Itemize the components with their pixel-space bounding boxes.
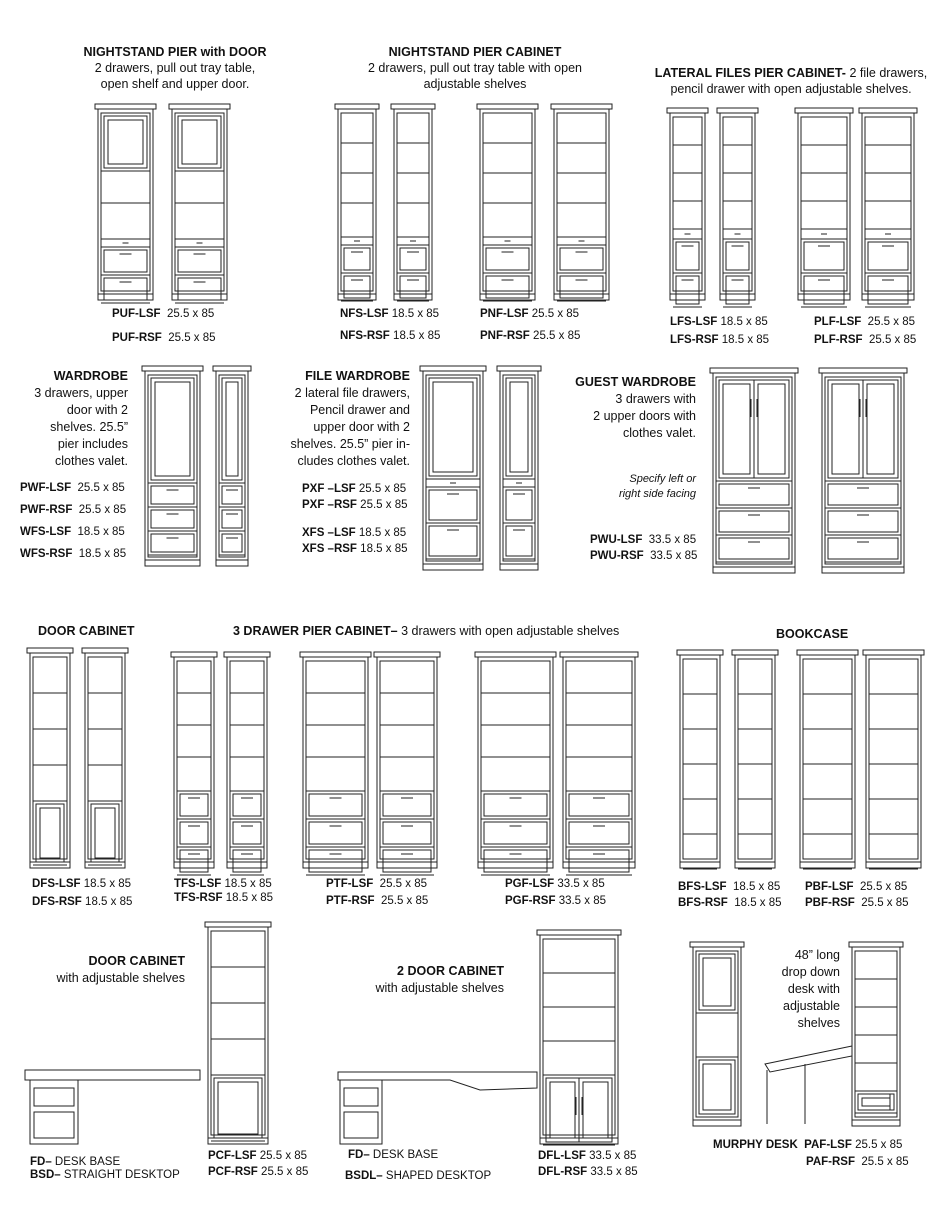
pwu-rsf-door-right-panel — [867, 384, 894, 474]
puf-lsf-drawer — [104, 250, 147, 272]
pbf-label-1: PBF-LSF 25.5 x 85 — [805, 881, 908, 893]
ptf-lsf-inner — [306, 661, 365, 859]
nfs-lsf-body — [338, 109, 376, 300]
fd-label-2: FD– DESK BASE — [348, 1149, 439, 1161]
nfs-desc-2: adjustable shelves — [423, 77, 527, 91]
pgf-lsf-drawer — [484, 794, 547, 816]
wardrobe-label-2: PWF-RSF 25.5 x 85 — [20, 504, 127, 516]
three-drawer-title: 3 DRAWER PIER CABINET– 3 drawers with open adjustable shelves — [233, 624, 620, 638]
ptf-lsf-drawer — [309, 822, 362, 844]
lfs-lsf-inner — [673, 117, 702, 291]
dfl-door-left — [546, 1078, 579, 1142]
tfs-label-1: TFS-LSF 18.5 x 85 — [174, 878, 272, 890]
murphy-label-1: MURPHY DESK PAF-LSF 25.5 x 85 — [713, 1139, 903, 1151]
pwu-lsf-door-left-panel — [723, 384, 750, 474]
pgf-lsf-drawer — [484, 822, 547, 844]
two-door-desc: with adjustable shelves — [375, 981, 504, 995]
pnf-lsf-top — [477, 104, 538, 109]
pwu-lsf-drawer — [719, 511, 789, 532]
pgf-lsf-body — [478, 657, 553, 868]
murphy-closed-door-panel — [703, 958, 731, 1006]
tfs-rsf-inner — [230, 661, 264, 859]
pwf-drawer — [151, 510, 194, 528]
dfl-door-left-panel — [550, 1082, 575, 1138]
dfs-rsf-door-panel — [95, 808, 115, 858]
guest-wardrobe-desc-1: 3 drawers with — [615, 392, 696, 406]
murphy-desc-1: 48” long — [794, 948, 840, 962]
dfs-label-1: DFS-LSF 18.5 x 85 — [32, 878, 132, 890]
pwu-lsf-top — [710, 368, 798, 373]
ptf-rsf-drawer — [383, 794, 431, 816]
puf-rsf-drawer — [178, 250, 221, 272]
bfs-rsf-body — [735, 655, 775, 868]
nfs-rsf-body — [394, 109, 432, 300]
pnf-lsf-drawer — [486, 248, 529, 270]
murphy-closed-body — [693, 947, 741, 1126]
pwf-door-panel — [155, 382, 190, 476]
lfs-rsf-top — [717, 108, 758, 113]
pgf-rsf-body — [563, 657, 635, 868]
bsd-label: BSD– STRAIGHT DESKTOP — [30, 1169, 180, 1181]
nfs-lsf-drawer — [344, 248, 370, 270]
tfs-rsf-drawer — [233, 794, 261, 816]
plf-lsf-inner — [801, 117, 847, 291]
puf-title: NIGHTSTAND PIER with DOOR — [83, 45, 267, 59]
file-wardrobe-label-3: XFS –LSF 18.5 x 85 — [302, 527, 407, 539]
pwu-rsf-drawer — [828, 511, 898, 532]
guest-wardrobe-note-2: right side facing — [618, 488, 696, 500]
tfs-lsf-drawer — [180, 850, 208, 872]
dfl-door-right-panel — [583, 1082, 608, 1138]
dfl-label-1: DFL-LSF 33.5 x 85 — [538, 1150, 637, 1162]
pxf-body — [423, 371, 483, 570]
ptf-rsf-drawer — [383, 822, 431, 844]
wardrobe-desc-2: door with 2 — [66, 403, 128, 417]
murphy-desc-2: drop down — [781, 965, 840, 979]
puf-desc-2: open shelf and upper door. — [100, 77, 250, 91]
nfs-rsf-inner — [397, 113, 429, 291]
pwu-rsf-door-right — [863, 380, 898, 478]
shaped-desktop — [338, 1072, 537, 1090]
puf-rsf-door — [178, 116, 221, 168]
nfs-title: NIGHTSTAND PIER CABINET — [388, 45, 562, 59]
murphy-open-door — [858, 1094, 894, 1110]
pnf-rsf-drawer — [560, 248, 603, 270]
lfs-rsf-body — [720, 113, 755, 300]
desk-base-2-drawer — [344, 1088, 378, 1106]
pcf-label-2: PCF-RSF 25.5 x 85 — [208, 1166, 309, 1178]
dfl-label-2: DFL-RSF 33.5 x 85 — [538, 1166, 638, 1178]
pcf-top — [205, 922, 271, 927]
bfs-lsf-body — [680, 655, 720, 868]
pxf-door-panel — [433, 382, 473, 472]
wfs-body — [216, 371, 248, 566]
pwu-rsf-top — [819, 368, 907, 373]
file-wardrobe-label-2: PXF –RSF 25.5 x 85 — [302, 499, 408, 511]
nfs-label-1: NFS-LSF 18.5 x 85 — [340, 308, 440, 320]
murphy-open-door-panel — [862, 1098, 890, 1106]
ptf-rsf-top — [374, 652, 440, 657]
guest-wardrobe-label-2: PWU-RSF 33.5 x 85 — [590, 550, 698, 562]
xfs-inner — [503, 375, 535, 561]
guest-wardrobe-title: GUEST WARDROBE — [575, 375, 696, 389]
pwu-rsf-door-left-panel — [832, 384, 859, 474]
plf-rsf-body — [862, 113, 914, 300]
pwf-top — [142, 366, 203, 371]
nfs-rsf-drawer — [400, 276, 426, 298]
ptf-lsf-drawer — [309, 850, 362, 872]
lfs-lsf-body — [670, 113, 705, 300]
pnf-rsf-top — [551, 104, 612, 109]
pgf-label-1: PGF-LSF 33.5 x 85 — [505, 878, 605, 890]
plf-lsf-body — [798, 113, 850, 300]
ptf-label-2: PTF-RSF 25.5 x 85 — [326, 895, 429, 907]
pwu-lsf-door-left — [719, 380, 754, 478]
puf-lsf-body — [98, 109, 153, 300]
puf-label-1: PUF-LSF 25.5 x 85 — [112, 308, 215, 320]
murphy-label-2: PAF-RSF 25.5 x 85 — [806, 1156, 909, 1168]
nfs-lsf-inner — [341, 113, 373, 291]
plf-label-1: PLF-LSF 25.5 x 85 — [814, 316, 915, 328]
desk-base-drawer — [34, 1088, 74, 1106]
dfs-lsf-top — [27, 648, 73, 653]
pxf-top — [420, 366, 486, 371]
lfs-desc: pencil drawer with open adjustable shelves. — [670, 82, 912, 96]
murphy-closed-door-panel — [703, 1064, 731, 1110]
wfs-drawer — [222, 534, 242, 552]
bfs-rsf-top — [732, 650, 778, 655]
pnf-rsf-drawer — [560, 276, 603, 298]
puf-desc-1: 2 drawers, pull out tray table, — [94, 61, 256, 75]
two-door-title: 2 DOOR CABINET — [397, 964, 504, 978]
puf-lsf-door — [104, 116, 147, 168]
bookcase-title: BOOKCASE — [776, 627, 849, 641]
murphy-open-inner — [855, 951, 897, 1117]
ptf-lsf-body — [303, 657, 368, 868]
tfs-label-2: TFS-RSF 18.5 x 85 — [174, 892, 274, 904]
file-wardrobe-desc-1: 2 lateral file drawers, — [294, 386, 410, 400]
pgf-rsf-inner — [566, 661, 632, 859]
wfs-inner — [219, 375, 245, 557]
pgf-rsf-drawer — [569, 850, 629, 872]
file-wardrobe-label-4: XFS –RSF 18.5 x 85 — [302, 543, 408, 555]
wardrobe-label-4: WFS-RSF 18.5 x 85 — [20, 548, 127, 560]
ptf-label-1: PTF-LSF 25.5 x 85 — [326, 878, 427, 890]
plf-rsf-top — [859, 108, 917, 113]
lfs-title-line: LATERAL FILES PIER CABINET- 2 file drawers, — [654, 66, 928, 80]
pgf-lsf-top — [475, 652, 556, 657]
dfl-door-right — [579, 1078, 612, 1142]
guest-wardrobe-note-1: Specify left or — [629, 473, 696, 485]
desk-base-2-drawer — [344, 1112, 378, 1138]
guest-wardrobe-desc-3: clothes valet. — [623, 426, 696, 440]
pbf-label-2: PBF-RSF 25.5 x 85 — [805, 897, 909, 909]
nfs-rsf-top — [391, 104, 435, 109]
tfs-lsf-inner — [177, 661, 211, 859]
puf-lsf-drawer — [104, 278, 147, 300]
door-cabinet-adj-title: DOOR CABINET — [88, 954, 185, 968]
bfs-label-1: BFS-LSF 18.5 x 85 — [678, 881, 781, 893]
ptf-rsf-inner — [380, 661, 434, 859]
xfs-top — [497, 366, 541, 371]
pwu-rsf-door-left — [828, 380, 863, 478]
pcf-inner — [211, 931, 265, 1135]
nfs-rsf-drawer — [400, 248, 426, 270]
pbf-lsf-top — [797, 650, 858, 655]
fd-label-1: FD– DESK BASE — [30, 1156, 121, 1168]
murphy-closed-top — [690, 942, 744, 947]
lfs-lsf-top — [667, 108, 708, 113]
pcf-door-panel — [218, 1082, 258, 1134]
wardrobe-label-3: WFS-LSF 18.5 x 85 — [20, 526, 125, 538]
ptf-rsf-body — [377, 657, 437, 868]
pwu-rsf-drawer — [828, 484, 898, 505]
desk-base-drawer — [34, 1112, 74, 1138]
pgf-rsf-drawer — [569, 822, 629, 844]
pgf-rsf-top — [560, 652, 638, 657]
file-wardrobe-title: FILE WARDROBE — [305, 369, 410, 383]
lfs-label-2: LFS-RSF 18.5 x 85 — [670, 334, 770, 346]
pwu-lsf-drawer — [719, 484, 789, 505]
puf-label-2: PUF-RSF 25.5 x 85 — [112, 332, 216, 344]
tfs-lsf-drawer — [180, 794, 208, 816]
door-cabinet-title: DOOR CABINET — [38, 624, 135, 638]
wardrobe-desc-1: 3 drawers, upper — [34, 386, 128, 400]
ptf-lsf-top — [300, 652, 371, 657]
murphy-desc-4: adjustable — [783, 999, 840, 1013]
file-wardrobe-desc-3: upper door with 2 — [313, 420, 410, 434]
bsdl-label: BSDL– SHAPED DESKTOP — [345, 1170, 492, 1182]
murphy-closed-door — [699, 954, 735, 1010]
pxf-inner — [426, 375, 480, 561]
puf-rsf-top — [169, 104, 230, 109]
murphy-desc-5: shelves — [797, 1016, 840, 1030]
straight-desktop — [25, 1070, 200, 1080]
wardrobe-desc-4: pier includes — [57, 437, 128, 451]
wardrobe-label-1: PWF-LSF 25.5 x 85 — [20, 482, 125, 494]
dfs-lsf-door-panel — [40, 808, 60, 858]
wardrobe-desc-5: clothes valet. — [55, 454, 128, 468]
pnf-label-1: PNF-LSF 25.5 x 85 — [480, 308, 580, 320]
guest-wardrobe-desc-2: 2 upper doors with — [593, 409, 696, 423]
plf-lsf-top — [795, 108, 853, 113]
pwu-lsf-drawer — [719, 538, 789, 559]
xfs-door-panel — [510, 382, 528, 472]
wfs-top — [213, 366, 251, 371]
dfl-top — [537, 930, 621, 935]
tfs-lsf-top — [171, 652, 217, 657]
pbf-rsf-top — [863, 650, 924, 655]
nfs-lsf-drawer — [344, 276, 370, 298]
bfs-label-2: BFS-RSF 18.5 x 85 — [678, 897, 782, 909]
pwf-door — [151, 378, 194, 480]
murphy-drop-desk — [765, 1046, 852, 1072]
guest-wardrobe-label-1: PWU-LSF 33.5 x 85 — [590, 534, 697, 546]
dfs-lsf-inner — [33, 657, 67, 859]
pwf-body — [145, 371, 200, 566]
murphy-open-body — [852, 947, 900, 1126]
wardrobe-desc-3: shelves. 25.5” — [50, 420, 128, 434]
pgf-lsf-drawer — [484, 850, 547, 872]
puf-rsf-drawer — [178, 278, 221, 300]
tfs-lsf-drawer — [180, 822, 208, 844]
pnf-label-2: PNF-RSF 25.5 x 85 — [480, 330, 581, 342]
plf-rsf-inner — [865, 117, 911, 291]
file-wardrobe-desc-4: shelves. 25.5” pier in- — [290, 437, 410, 451]
pbf-rsf-inner — [869, 659, 918, 859]
pxf-door — [429, 378, 477, 476]
tfs-rsf-drawer — [233, 822, 261, 844]
pcf-body — [208, 927, 268, 1144]
pnf-lsf-body — [480, 109, 535, 300]
pcf-label-1: PCF-LSF 25.5 x 85 — [208, 1150, 308, 1162]
murphy-open-top — [849, 942, 903, 947]
nfs-label-2: NFS-RSF 18.5 x 85 — [340, 330, 441, 342]
pnf-rsf-body — [554, 109, 609, 300]
ptf-lsf-drawer — [309, 794, 362, 816]
wfs-drawer — [222, 510, 242, 528]
pcf-door — [214, 1078, 262, 1138]
dfs-rsf-top — [82, 648, 128, 653]
murphy-closed-inner — [696, 951, 738, 1117]
file-wardrobe-desc-2: Pencil drawer and — [309, 403, 410, 417]
lfs-rsf-inner — [723, 117, 752, 291]
pgf-rsf-drawer — [569, 794, 629, 816]
pwf-drawer — [151, 534, 194, 552]
pbf-rsf-body — [866, 655, 921, 868]
puf-rsf-door-panel — [182, 120, 217, 164]
dfs-rsf-inner — [88, 657, 122, 859]
ptf-rsf-drawer — [383, 850, 431, 872]
plf-label-2: PLF-RSF 25.5 x 85 — [814, 334, 917, 346]
pnf-lsf-inner — [483, 113, 532, 291]
wfs-door — [222, 378, 242, 480]
pnf-rsf-inner — [557, 113, 606, 291]
bfs-lsf-inner — [683, 659, 717, 859]
file-wardrobe-label-1: PXF –LSF 25.5 x 85 — [302, 483, 407, 495]
puf-rsf-body — [172, 109, 227, 300]
lfs-label-1: LFS-LSF 18.5 x 85 — [670, 316, 768, 328]
murphy-desc-3: desk with — [787, 982, 840, 996]
pwu-lsf-door-right-panel — [758, 384, 785, 474]
wardrobe-title: WARDROBE — [53, 369, 128, 383]
pgf-label-2: PGF-RSF 33.5 x 85 — [505, 895, 607, 907]
puf-lsf-door-panel — [108, 120, 143, 164]
pwu-lsf-door-right — [754, 380, 789, 478]
pgf-lsf-inner — [481, 661, 550, 859]
pwf-drawer — [151, 486, 194, 504]
file-wardrobe-desc-5: cludes clothes valet. — [297, 454, 410, 468]
wfs-drawer — [222, 486, 242, 504]
pnf-lsf-drawer — [486, 276, 529, 298]
nfs-desc-1: 2 drawers, pull out tray table with open — [367, 61, 582, 75]
bfs-lsf-top — [677, 650, 723, 655]
tfs-rsf-top — [224, 652, 270, 657]
dfs-label-2: DFS-RSF 18.5 x 85 — [32, 896, 133, 908]
door-cabinet-adj-desc: with adjustable shelves — [56, 971, 185, 985]
pbf-lsf-inner — [803, 659, 852, 859]
pbf-lsf-body — [800, 655, 855, 868]
bfs-rsf-inner — [738, 659, 772, 859]
murphy-closed-door — [699, 1060, 735, 1114]
tfs-rsf-drawer — [233, 850, 261, 872]
puf-lsf-top — [95, 104, 156, 109]
wfs-door-panel — [226, 382, 238, 476]
nfs-lsf-top — [335, 104, 379, 109]
pwu-rsf-drawer — [828, 538, 898, 559]
